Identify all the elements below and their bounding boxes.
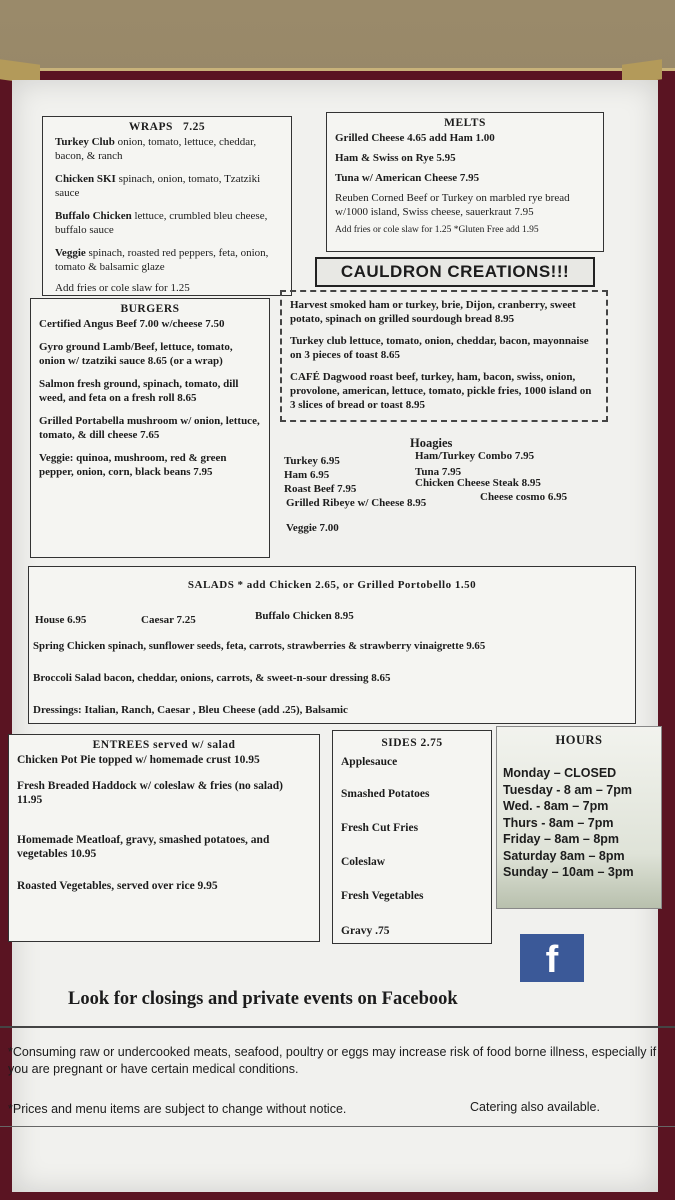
- wraps-header: [43, 121, 291, 133]
- hoagie-veggie: Veggie 7.00: [286, 522, 339, 534]
- hours-title: HOURS: [555, 733, 603, 747]
- wrap-item-name: Chicken SKI: [55, 173, 116, 185]
- hours-row: Saturday 8am – 8pm: [503, 848, 625, 863]
- melt-item: Reuben Corned Beef or Turkey on marbled rye bread w/1000 island, Swiss cheese, sauerkraut 7.95: [335, 192, 570, 218]
- burger-item: Salmon fresh ground, spinach, tomato, dill weed, and feta on a fresh roll 8.65: [39, 378, 239, 404]
- melts-section: [326, 112, 604, 252]
- wrap-item-desc: spinach, onion, tomato, Tzatziki sauce: [55, 173, 261, 199]
- cauldron-title: CAULDRON CREATIONS!!!: [315, 257, 595, 287]
- wrap-item-desc: lettuce, crumbled bleu cheese, buffalo sauce: [55, 210, 268, 236]
- salad-item: Caesar 7.25: [141, 614, 196, 626]
- wrap-item: [55, 172, 279, 200]
- burgers-section: [30, 298, 270, 558]
- side-item: Coleslaw: [341, 856, 386, 868]
- melt-item: Grilled Cheese 4.65 add Ham 1.00: [335, 132, 495, 144]
- facebook-note: Look for closings and private events on Facebook: [68, 989, 458, 1009]
- burger-item: Veggie: quinoa, mushroom, red & green pepper, onion, corn, black beans 7.95: [39, 452, 227, 478]
- wraps-footnote: Add fries or cole slaw for 1.25: [55, 282, 190, 294]
- side-item: Fresh Cut Fries: [341, 822, 419, 834]
- wrap-item-name: Veggie: [55, 247, 86, 259]
- wrap-item-desc: spinach, roasted red peppers, feta, onion, tomato & balsamic glaze: [55, 247, 269, 273]
- salad-item: Broccoli Salad bacon, cheddar, onions, carrots, & sweet-n-sour dressing 8.65: [33, 672, 391, 684]
- side-item: Smashed Potatoes: [341, 788, 430, 800]
- entrees-title: ENTREES served w/ salad: [92, 739, 236, 751]
- food-warning: *Consuming raw or undercooked meats, seafood, poultry or eggs may increase risk of food borne illness, especially if you are pregnant or have certain medical conditions.: [8, 1045, 657, 1076]
- salad-dressings: Dressings: Italian, Ranch, Caesar , Bleu Cheese (add .25), Balsamic: [33, 704, 348, 716]
- hoagie-item: Cheese cosmo 6.95: [480, 491, 568, 503]
- side-item: Applesauce: [341, 756, 398, 768]
- hoagie-item: Chicken Cheese Steak 8.95: [415, 477, 541, 489]
- hoagie-item: Ham 6.95: [284, 469, 330, 481]
- burger-item: Certified Angus Beef 7.00 w/cheese 7.50: [39, 318, 225, 330]
- hoagie-item: Roast Beef 7.95: [284, 483, 357, 495]
- hoagie-item: Grilled Ribeye w/ Cheese 8.95: [286, 497, 427, 509]
- cauldron-section: [280, 290, 608, 422]
- hoagie-item: Ham/Turkey Combo 7.95: [415, 450, 535, 462]
- price-disclaimer: *Prices and menu items are subject to change without notice.: [8, 1102, 347, 1116]
- facebook-icon: f: [520, 934, 584, 982]
- burger-item: Gyro ground Lamb/Beef, lettuce, tomato, onion w/ tzatziki sauce 8.65 (or a wrap): [39, 341, 233, 367]
- cauldron-item: Turkey club lettuce, tomato, onion, cheddar, bacon, mayonnaise on 3 pieces of toast 8.65: [290, 335, 589, 361]
- wrap-item: [55, 209, 279, 237]
- divider: [0, 1026, 675, 1028]
- divider: [0, 1126, 675, 1127]
- wraps-section: [42, 116, 292, 296]
- hours-row: Monday – CLOSED: [503, 766, 617, 780]
- melt-item: Tuna w/ American Cheese 7.95: [335, 172, 480, 184]
- wrap-item: [55, 135, 279, 163]
- melts-title: MELTS: [444, 117, 486, 129]
- wrap-item: [55, 246, 279, 274]
- wraps-price: 7.25: [183, 121, 206, 133]
- salad-item: Buffalo Chicken 8.95: [255, 610, 354, 622]
- hours-row: Wed. - 8am – 7pm: [503, 799, 609, 813]
- hours-row: Tuesday - 8 am – 7pm: [503, 782, 632, 797]
- entree-item: Homemade Meatloaf, gravy, smashed potatoes, and vegetables 10.95: [17, 834, 270, 860]
- entree-item: Fresh Breaded Haddock w/ coleslaw & fries (no salad) 11.95: [17, 780, 283, 806]
- melt-item: Ham & Swiss on Rye 5.95: [335, 152, 456, 164]
- sides-section: [332, 730, 492, 944]
- catering-note: Catering also available.: [470, 1100, 600, 1114]
- wrap-item-name: Buffalo Chicken: [55, 210, 132, 222]
- salad-item: House 6.95: [35, 614, 87, 626]
- entree-item: Roasted Vegetables, served over rice 9.95: [17, 880, 218, 892]
- burgers-title: BURGERS: [120, 303, 180, 315]
- entree-item: Chicken Pot Pie topped w/ homemade crust 10.95: [17, 754, 260, 766]
- hoagies-title: Hoagies: [410, 436, 453, 450]
- salads-section: [28, 566, 636, 724]
- salads-title: SALADS * add Chicken 2.65, or Grilled Portobello 1.50: [187, 579, 477, 591]
- melts-footnote: Add fries or cole slaw for 1.25 *Gluten Free add 1.95: [335, 225, 539, 235]
- cauldron-item: Harvest smoked ham or turkey, brie, Dijon, cranberry, sweet potato, spinach on grilled sourdough bread 8.95: [290, 299, 576, 325]
- burger-item: Grilled Portabella mushroom w/ onion, lettuce, tomato, & dill cheese 7.65: [39, 415, 260, 441]
- hours-row: Thurs - 8am – 7pm: [503, 815, 614, 830]
- side-item: Gravy .75: [341, 925, 390, 937]
- wraps-title: WRAPS: [128, 121, 173, 133]
- hoagie-item: Turkey 6.95: [284, 455, 340, 467]
- hours-row: Sunday – 10am – 3pm: [503, 865, 634, 879]
- hours-section: [496, 726, 662, 909]
- wrap-item-name: Turkey Club: [55, 136, 115, 148]
- side-item: Fresh Vegetables: [341, 890, 424, 902]
- wrap-item-desc: onion, tomato, lettuce, cheddar, bacon, & ranch: [55, 136, 257, 162]
- sides-title: SIDES 2.75: [381, 737, 443, 749]
- hoagie-item: Tuna 7.95: [415, 466, 462, 478]
- hours-row: Friday – 8am – 8pm: [503, 832, 620, 846]
- entrees-section: [8, 734, 320, 942]
- salad-item: Spring Chicken spinach, sunflower seeds, feta, carrots, strawberries & strawberry vinaigrette 9.65: [33, 640, 486, 652]
- cauldron-item: CAFÉ Dagwood roast beef, turkey, ham, bacon, swiss, onion, provolone, american, lettuce, tomato, pickle fries, 1000 island on 3 slices of bread or toast 8.95: [290, 371, 592, 411]
